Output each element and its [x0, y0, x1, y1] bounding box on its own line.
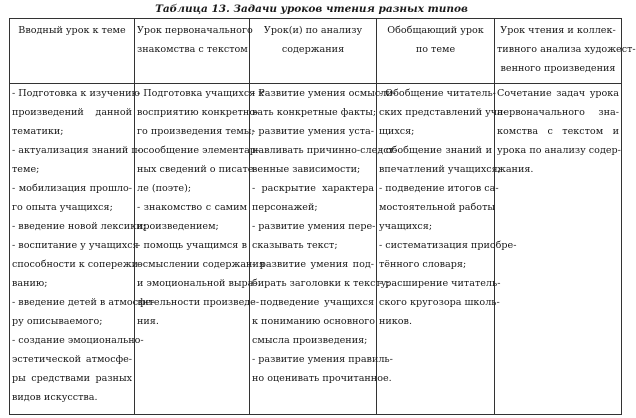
cell-line: - развитие умения уста- — [252, 126, 374, 137]
cell-line: - подведение итогов са- — [379, 183, 499, 194]
cell-line: к пониманию основного — [252, 316, 376, 327]
cell-line: восприятию конкретно- — [137, 107, 259, 118]
header-line: Урок чтения и коллек- — [500, 25, 616, 36]
table-body-row — [10, 84, 622, 415]
header-first-acquaintance-lesson — [135, 19, 253, 84]
cell-line: - Развитие умения осмысли- — [252, 88, 396, 99]
cell-line: ванию; — [12, 278, 48, 289]
cell-line: - развитие умения правиль- — [252, 354, 393, 365]
cell-line: - развитие умения под- — [252, 259, 374, 270]
cell-line: зительности произведе- — [137, 297, 260, 308]
cell-line: ского кругозора школь- — [379, 297, 500, 308]
cell-line: способности к сопережи- — [12, 259, 142, 270]
cell-first-acquaintance-lesson — [135, 84, 265, 415]
cell-line: впечатлений учащихся; — [379, 164, 501, 175]
cell-line: ру описываемого; — [12, 316, 103, 327]
cell-line: урока по анализу содер- — [497, 145, 621, 156]
cell-line: - Обобщение читатель- — [379, 88, 496, 99]
cell-line: - систематизация приобре- — [379, 240, 517, 251]
cell-line: вать конкретные факты; — [252, 107, 377, 118]
header-line: венного произведения — [500, 63, 616, 74]
cell-line: - сообщение элементар- — [137, 145, 260, 156]
cell-line: теме; — [12, 164, 40, 175]
cell-line: видов искусства. — [12, 392, 98, 403]
cell-line: - раскрытие характера — [252, 183, 374, 194]
lesson-tasks-table — [9, 18, 636, 415]
cell-line: бирать заголовки к тексту; — [252, 278, 390, 289]
header-collective-analysis-lesson — [495, 19, 636, 84]
cell-line: го произведения темы; — [137, 126, 255, 137]
cell-line: сказывать текст; — [252, 240, 338, 251]
header-introductory-lesson — [10, 19, 135, 84]
cell-line: персонажей; — [252, 202, 318, 213]
cell-line: - знакомство с самим — [137, 202, 247, 213]
cell-line: - помощь учащимся в — [137, 240, 247, 251]
cell-line: го опыта учащихся; — [12, 202, 113, 213]
cell-line: и эмоциональной выра- — [137, 278, 257, 289]
cell-line: - обобщение знаний и — [379, 145, 492, 156]
cell-line: - Подготовка к изучению — [12, 88, 140, 99]
cell-line: ных сведений о писате- — [137, 164, 257, 175]
cell-line: ле (поэте); — [137, 183, 192, 194]
header-line: тивного анализа художест- — [497, 44, 636, 55]
header-line: Урок первоначального — [137, 25, 253, 36]
cell-line: ников. — [379, 316, 413, 327]
cell-line: ры средствами разных — [12, 373, 132, 384]
cell-line: - мобилизация прошло- — [12, 183, 132, 194]
cell-line: ния. — [137, 316, 159, 327]
cell-line: произведений данной — [12, 107, 132, 118]
cell-line: - актуализация знаний по — [12, 145, 144, 156]
cell-line: - создание эмоционально- — [12, 335, 144, 346]
cell-line: учащихся; — [379, 221, 433, 232]
header-line: по теме — [415, 44, 456, 55]
cell-line: осмыслении содержания — [137, 259, 265, 270]
cell-line: но оценивать прочитанное. — [252, 373, 392, 384]
cell-line: тематики; — [12, 126, 64, 137]
header-content-analysis-lesson — [250, 19, 377, 84]
cell-line: - расширение читатель- — [379, 278, 501, 289]
header-line: содержания — [281, 44, 345, 55]
cell-line: - введение детей в атмосфе- — [12, 297, 155, 308]
cell-line: - подведение учащихся — [252, 297, 374, 308]
header-line: Обобщающий урок — [387, 25, 484, 36]
cell-line: мостоятельной работы — [379, 202, 496, 213]
cell-line: Сочетание задач урока — [497, 88, 619, 99]
cell-line: щихся; — [379, 126, 415, 137]
cell-line: комства с текстом и — [497, 126, 619, 137]
cell-line: венные зависимости; — [252, 164, 361, 175]
cell-line: - Подготовка учащихся к — [137, 88, 265, 99]
cell-line: - введение новой лексики; — [12, 221, 146, 232]
header-line: Урок(и) по анализу — [263, 25, 363, 36]
cell-line: первоначального зна- — [497, 107, 619, 118]
table-caption: Таблица 13. Задачи уроков чтения разных типов — [155, 3, 468, 15]
header-line: знакомства с текстом — [137, 44, 248, 55]
header-summary-lesson — [377, 19, 495, 84]
cell-line: произведением; — [137, 221, 219, 232]
cell-line: навливать причинно-следст- — [252, 145, 398, 156]
header-line: Вводный урок к теме — [18, 25, 126, 36]
table-header-row — [10, 19, 622, 84]
cell-line: тённого словаря; — [379, 259, 467, 270]
cell-line: жания. — [497, 164, 534, 175]
cell-line: - развитие умения пере- — [252, 221, 376, 232]
cell-line: ских представлений уча- — [379, 107, 507, 118]
cell-line: эстетической атмосфе- — [12, 354, 132, 365]
cell-line: смысла произведения; — [252, 335, 368, 346]
cell-line: - воспитание у учащихся — [12, 240, 139, 251]
